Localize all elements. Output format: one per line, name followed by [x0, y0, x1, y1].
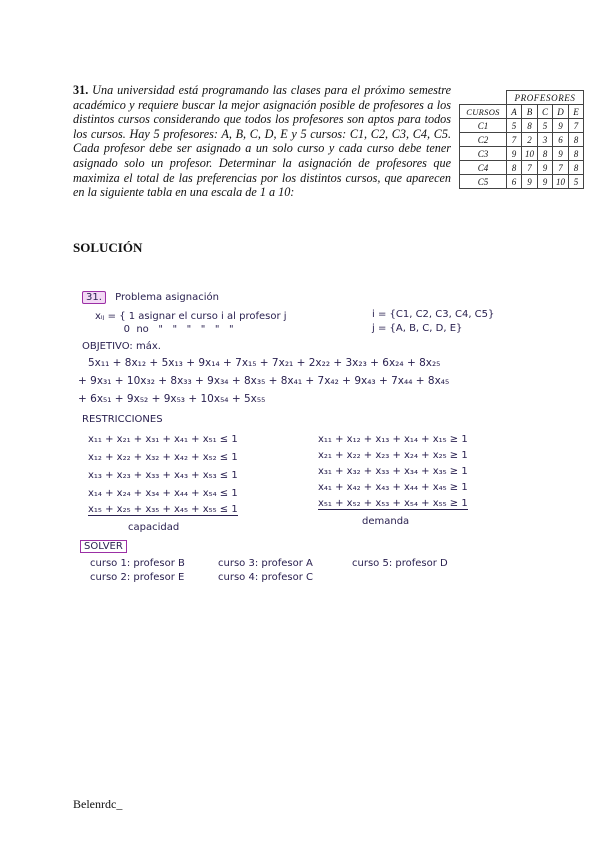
problem-badge: 31.	[82, 291, 106, 304]
table-cell: 10	[522, 147, 538, 161]
set-j: j = {A, B, C, D, E}	[372, 323, 463, 334]
problem-statement	[73, 83, 451, 200]
table-cell: 9	[522, 175, 538, 189]
table-cell: 9	[507, 147, 522, 161]
table-cell: 8	[569, 147, 584, 161]
solver-result: curso 5: profesor D	[352, 558, 448, 569]
solver-result: curso 1: profesor B	[90, 558, 185, 569]
solver-badge: SOLVER	[80, 540, 127, 553]
table-cell: 7	[569, 119, 584, 133]
table-row	[460, 133, 584, 147]
solver-result: curso 2: profesor E	[90, 572, 185, 583]
table-col-header: C	[538, 105, 553, 119]
table-row	[460, 119, 584, 133]
solution-heading: SOLUCIÓN	[73, 240, 143, 255]
table-corner	[460, 91, 507, 105]
capacity-constraint: x₁₂ + x₂₂ + x₃₂ + x₄₂ + x₅₂ ≤ 1	[88, 452, 238, 463]
table-cell: 8	[507, 161, 522, 175]
table-cell: 9	[553, 147, 569, 161]
table-row-label: C5	[460, 175, 507, 189]
table-col-header: A	[507, 105, 522, 119]
objective-line: + 9x₃₁ + 10x₃₂ + 8x₃₃ + 9x₃₄ + 8x₃₅ + 8x₄₁ + 7x₄₂ + 9x₄₃ + 7x₄₄ + 8x₄₅	[78, 375, 450, 387]
restrictions-label: RESTRICCIONES	[82, 414, 163, 425]
problem-text: Una universidad está programando las clases para el próximo semestre académico y requiere buscar la mejor asignación posible de profesores a los distintos cursos considerando que todos los profesores son aptos para todos los cursos. Hay 5 profesores: A, B, C, D, E y 5 cursos: C1, C2, C3, C4, C5. Cada profesor debe ser asignado a un solo curso y cada curso debe tener asignado solo un profesor. Determinar la asignación de profesores que maximiza el total de las preferencias por los distintos cursos, que aparecen en la siguiente tabla en una escala de 1 a 10:	[73, 83, 451, 200]
table-cell: 7	[553, 161, 569, 175]
table-cell: 9	[553, 119, 569, 133]
capacity-label: capacidad	[128, 522, 180, 533]
table-cell: 9	[538, 175, 553, 189]
demand-constraint: x₄₁ + x₄₂ + x₄₃ + x₄₄ + x₄₅ ≥ 1	[318, 482, 468, 493]
demand-constraint: x₂₁ + x₂₂ + x₂₃ + x₂₄ + x₂₅ ≥ 1	[318, 450, 468, 461]
table-cell: 5	[569, 175, 584, 189]
variable-definition-2: 0 no " " " " " "	[95, 324, 234, 335]
handwritten-title: Problema asignación	[115, 292, 219, 303]
demand-constraint: x₅₁ + x₅₂ + x₅₃ + x₅₄ + x₅₅ ≥ 1	[318, 498, 468, 509]
objective-line: + 6x₅₁ + 9x₅₂ + 9x₅₃ + 10x₅₄ + 5x₅₅	[78, 393, 266, 405]
table-row	[460, 161, 584, 175]
table-col-header: B	[522, 105, 538, 119]
table-cell: 7	[522, 161, 538, 175]
table-cell: 8	[538, 147, 553, 161]
table-cell: 2	[522, 133, 538, 147]
table-cell: 10	[553, 175, 569, 189]
table-row-label: C1	[460, 119, 507, 133]
capacity-constraint: x₁₁ + x₂₁ + x₃₁ + x₄₁ + x₅₁ ≤ 1	[88, 434, 238, 445]
table-cell: 6	[507, 175, 522, 189]
capacity-constraint: x₁₅ + x₂₅ + x₃₅ + x₄₅ + x₅₅ ≤ 1	[88, 504, 238, 515]
problem-number: 31.	[73, 83, 89, 97]
table-row	[460, 175, 584, 189]
table-cell: 7	[507, 133, 522, 147]
variable-definition-1: xᵢⱼ = { 1 asignar el curso i al profesor j	[95, 311, 287, 322]
demand-label: demanda	[362, 516, 410, 527]
table-row-header: CURSOS	[460, 105, 507, 119]
set-i: i = {C1, C2, C3, C4, C5}	[372, 309, 495, 320]
table-group-header: PROFESORES	[507, 91, 584, 105]
objective-line: 5x₁₁ + 8x₁₂ + 5x₁₃ + 9x₁₄ + 7x₁₅ + 7x₂₁ + 2x₂₂ + 3x₂₃ + 6x₂₄ + 8x₂₅	[88, 357, 441, 369]
table-cell: 5	[538, 119, 553, 133]
solver-label	[80, 541, 127, 552]
table-cell: 9	[538, 161, 553, 175]
table-col-header: E	[569, 105, 584, 119]
table-cell: 8	[522, 119, 538, 133]
demand-constraint: x₃₁ + x₃₂ + x₃₃ + x₃₄ + x₃₅ ≥ 1	[318, 466, 468, 477]
capacity-constraint: x₁₄ + x₂₄ + x₃₄ + x₄₄ + x₅₄ ≤ 1	[88, 488, 238, 499]
solver-result: curso 3: profesor A	[218, 558, 313, 569]
table-row-label: C3	[460, 147, 507, 161]
table-cell: 8	[569, 161, 584, 175]
footer-author: Belenrdc_	[73, 797, 123, 811]
solver-result: curso 4: profesor C	[218, 572, 313, 583]
objective-label: OBJETIVO: máx.	[82, 341, 161, 352]
table-row	[460, 147, 584, 161]
table-row-label: C2	[460, 133, 507, 147]
table-cell: 3	[538, 133, 553, 147]
table-cell: 8	[569, 133, 584, 147]
table-cell: 6	[553, 133, 569, 147]
table-col-header: D	[553, 105, 569, 119]
preferences-table	[459, 90, 584, 189]
handwritten-header	[82, 292, 219, 303]
capacity-constraint: x₁₃ + x₂₃ + x₃₃ + x₄₃ + x₅₃ ≤ 1	[88, 470, 238, 481]
demand-constraint: x₁₁ + x₁₂ + x₁₃ + x₁₄ + x₁₅ ≥ 1	[318, 434, 468, 445]
table-row-label: C4	[460, 161, 507, 175]
table-cell: 5	[507, 119, 522, 133]
